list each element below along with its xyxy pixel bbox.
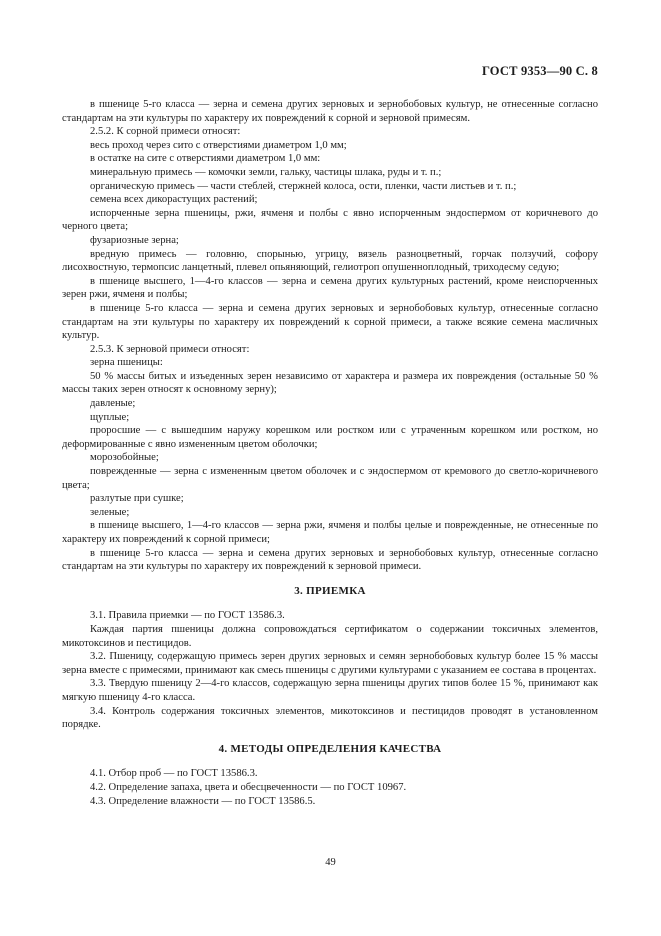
paragraph: 4.1. Отбор проб — по ГОСТ 13586.3. xyxy=(90,768,258,780)
paragraph: 3.3. Твердую пшеницу 2—4-го классов, содержащую зерна пшеницы других типов более 15 %, принимают как мягкую пшеницу 4-го класса. xyxy=(62,678,598,703)
paragraph: зеленые; xyxy=(90,506,130,518)
paragraph: испорченные зерна пшеницы, ржи, ячменя и полбы с явно испорченным эндоспермом от коричневого до черного цвета; xyxy=(62,207,598,233)
section-heading-methods: 4. МЕТОДЫ ОПРЕДЕЛЕНИЯ КАЧЕСТВА xyxy=(218,742,442,755)
paragraph: зерна пшеницы: xyxy=(90,357,163,369)
paragraph: давленые; xyxy=(90,398,136,410)
paragraph: фузариозные зерна; xyxy=(90,234,179,246)
paragraph: 4.2. Определение запаха, цвета и обесцвеченности — по ГОСТ 10967. xyxy=(90,781,407,793)
paragraph: 3.1. Правила приемки — по ГОСТ 13586.3. xyxy=(90,610,285,622)
paragraph: органическую примесь — части стеблей, стержней колоса, ости, пленки, части листьев и т. п.; xyxy=(90,180,517,192)
paragraph: в пшенице высшего, 1—4-го классов — зерна ржи, ячменя и полбы целые и поврежденные, не отнесенные по характеру их повреждений к сорной примеси; xyxy=(62,520,598,545)
paragraph: 3.4. Контроль содержания токсичных элементов, микотоксинов и пестицидов проводят в установленном порядке. xyxy=(62,705,598,731)
paragraph: в пшенице 5-го класса — зерна и семена других зерновых и зернобобовых культур, не отнесенные согласно стандартам на эти культуры по характеру их повреждений к сорной и зерновой примесям. xyxy=(62,99,598,124)
paragraph: поврежденные — зерна с измененным цветом оболочек и с эндоспермом от кремового до светло-коричневого цвета; xyxy=(62,466,598,491)
page-number: 49 xyxy=(325,857,336,868)
section-heading-acceptance: 3. ПРИЕМКА xyxy=(294,584,366,597)
paragraph: проросшие — с вышедшим наружу корешком или ростком или с утраченным корешком или ростком, но деформированные с явно измененным цветом оболочки; xyxy=(62,425,598,450)
paragraph: щуплые; xyxy=(90,411,130,423)
paragraph: семена всех дикорастущих растений; xyxy=(90,194,258,206)
paragraph: в остатке на сите с отверстиями диаметром 1,0 мм: xyxy=(90,153,321,165)
page-header: ГОСТ 9353—90 С. 8 xyxy=(481,64,598,78)
paragraph: 3.2. Пшеницу, содержащую примесь зерен других зерновых и семян зернобобовых культур более 15 % массы зерна вместе с примесями, принимают как смесь пшеницы с другими культурами с указанием ее состава в процентах. xyxy=(62,651,598,676)
paragraph: в пшенице 5-го класса — зерна и семена других зерновых и зернобобовых культур, отнесенные согласно стандартам на эти культуры по характеру их повреждений к сорной примеси, а также всякие семена масличных культур. xyxy=(62,302,598,342)
paragraph: в пшенице высшего, 1—4-го классов — зерна и семена других культурных растений, кроме неиспорченных зерен ржи, ячменя и полбы; xyxy=(62,275,598,301)
paragraph: минеральную примесь — комочки земли, гальку, частицы шлака, руды и т. п.; xyxy=(90,166,442,178)
paragraph: 2.5.2. К сорной примеси относят: xyxy=(90,126,241,138)
paragraph: 4.3. Определение влажности — по ГОСТ 13586.5. xyxy=(90,795,316,807)
paragraph: 50 % массы битых и изъеденных зерен независимо от характера и размера их повреждения (остальные 50 % массы таких зерен относят к основному зерну); xyxy=(62,370,598,396)
paragraph: в пшенице 5-го класса — зерна и семена других зерновых и зернобобовых культур, отнесенные согласно стандартам на эти культуры по характеру их повреждений к зерновой примеси. xyxy=(62,547,598,573)
paragraph: Каждая партия пшеницы должна сопровождаться сертификатом о содержании токсичных элементов, микотоксинов и пестицидов. xyxy=(62,623,598,649)
paragraph: разлутые при сушке; xyxy=(90,493,184,505)
paragraph: морозобойные; xyxy=(90,452,159,464)
paragraph: 2.5.3. К зерновой примеси относят: xyxy=(90,343,250,355)
paragraph: весь проход через сито с отверстиями диаметром 1,0 мм; xyxy=(90,139,347,151)
document-body xyxy=(62,98,598,808)
paragraph: вредную примесь — головню, спорынью, угрицу, вязель разноцветный, горчак ползучий, софору лисохвостную, термопсис ланцетный, плевел опьяняющий, гелиотроп опушеннoплодный, триходесму седую; xyxy=(62,248,598,274)
